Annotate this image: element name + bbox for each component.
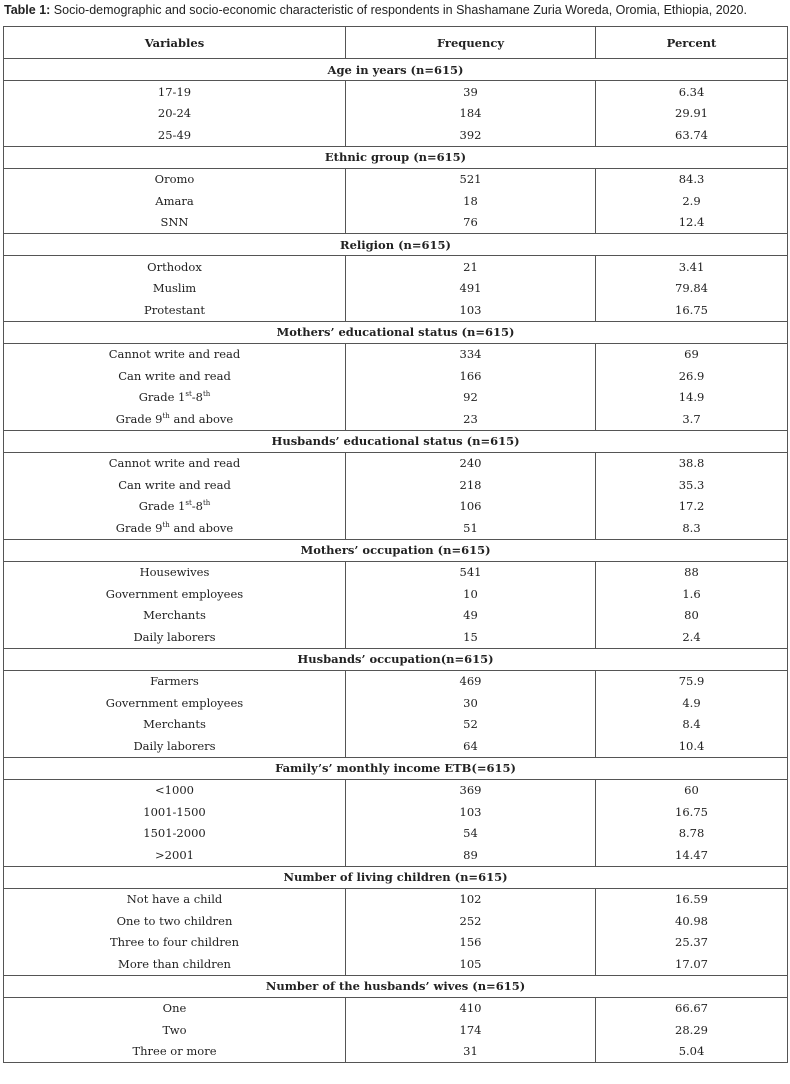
table-row (4, 953, 788, 975)
variable-mid: -8 (191, 499, 203, 514)
frequency-cell: 89 (346, 844, 596, 866)
variable-cell (4, 561, 346, 583)
section-header-row (4, 975, 788, 997)
section-title: Husbands’ occupation(n=615) (4, 648, 788, 670)
variable-cell (4, 932, 346, 954)
percent-cell: 4.9 (596, 692, 788, 714)
frequency-cell: 541 (346, 561, 596, 583)
header-variables: Variables (4, 27, 346, 59)
frequency-cell: 10 (346, 583, 596, 605)
section-header-row (4, 321, 788, 343)
percent-cell: 17.07 (596, 953, 788, 975)
variable-cell (4, 605, 346, 627)
variable-label: 17-19 (157, 84, 192, 99)
table-row (4, 583, 788, 605)
variable-cell (4, 1019, 346, 1041)
variable-cell (4, 953, 346, 975)
frequency-cell: 51 (346, 517, 596, 539)
percent-cell: 75.9 (596, 670, 788, 692)
variable-label: Grade 1 (138, 499, 186, 514)
variable-label: Not have a child (126, 892, 223, 907)
variable-label: 25-49 (157, 127, 192, 142)
percent-cell: 5.04 (596, 1041, 788, 1063)
frequency-cell: 103 (346, 801, 596, 823)
variable-cell (4, 365, 346, 387)
variable-sup1: st (185, 499, 192, 508)
percent-cell: 3.41 (596, 256, 788, 278)
table-row (4, 168, 788, 190)
table-row (4, 801, 788, 823)
frequency-cell: 106 (346, 496, 596, 518)
variable-cell (4, 387, 346, 409)
variable-label: Daily laborers (133, 738, 216, 753)
section-title: Number of living children (n=615) (4, 866, 788, 888)
table-row (4, 692, 788, 714)
variable-cell (4, 212, 346, 234)
section-header-row (4, 757, 788, 779)
variable-cell (4, 299, 346, 321)
variable-cell (4, 670, 346, 692)
caption-label: Table 1: (4, 3, 51, 17)
percent-cell: 29.91 (596, 103, 788, 125)
variable-cell (4, 474, 346, 496)
percent-cell: 10.4 (596, 735, 788, 757)
variable-label: Merchants (143, 717, 206, 732)
table-row (4, 932, 788, 954)
percent-cell: 84.3 (596, 168, 788, 190)
section-header-row (4, 234, 788, 256)
percent-cell: 88 (596, 561, 788, 583)
table-row (4, 343, 788, 365)
section-title: Family’s’ monthly income ETB(=615) (4, 757, 788, 779)
table-row (4, 474, 788, 496)
table-row (4, 81, 788, 103)
frequency-cell: 64 (346, 735, 596, 757)
frequency-cell: 54 (346, 823, 596, 845)
table-row (4, 365, 788, 387)
section-header-row (4, 648, 788, 670)
variable-sup1: st (185, 390, 192, 399)
variable-label: One to two children (116, 913, 233, 928)
variable-label: Two (162, 1022, 187, 1037)
variable-cell (4, 190, 346, 212)
table-row (4, 844, 788, 866)
table-row (4, 626, 788, 648)
table-row (4, 278, 788, 300)
variable-cell (4, 168, 346, 190)
percent-cell: 16.59 (596, 888, 788, 910)
percent-cell: 3.7 (596, 408, 788, 430)
section-title: Religion (n=615) (4, 234, 788, 256)
frequency-cell: 334 (346, 343, 596, 365)
variable-label: Oromo (154, 172, 195, 187)
frequency-cell: 92 (346, 387, 596, 409)
section-header-row (4, 146, 788, 168)
variable-cell (4, 910, 346, 932)
percent-cell: 63.74 (596, 124, 788, 146)
frequency-cell: 491 (346, 278, 596, 300)
frequency-cell: 369 (346, 779, 596, 801)
variable-label: Farmers (150, 674, 199, 689)
section-title: Age in years (n=615) (4, 59, 788, 81)
table-row (4, 823, 788, 845)
frequency-cell: 49 (346, 605, 596, 627)
section-title: Husbands’ educational status (n=615) (4, 430, 788, 452)
frequency-cell: 105 (346, 953, 596, 975)
variable-label: Cannot write and read (108, 456, 241, 471)
variable-label: Three to four children (109, 935, 240, 950)
percent-cell: 60 (596, 779, 788, 801)
variable-label: Amara (155, 193, 194, 208)
percent-cell: 40.98 (596, 910, 788, 932)
table-row (4, 714, 788, 736)
percent-cell: 1.6 (596, 583, 788, 605)
frequency-cell: 240 (346, 452, 596, 474)
percent-cell: 26.9 (596, 365, 788, 387)
percent-cell: 2.4 (596, 626, 788, 648)
variable-cell (4, 888, 346, 910)
variable-cell (4, 844, 346, 866)
variable-mid: and above (169, 411, 234, 426)
section-header-row (4, 59, 788, 81)
variable-label: Can write and read (118, 368, 231, 383)
frequency-cell: 15 (346, 626, 596, 648)
table-row (4, 299, 788, 321)
percent-cell: 80 (596, 605, 788, 627)
variable-label: SNN (160, 215, 189, 230)
percent-cell: 12.4 (596, 212, 788, 234)
variable-label: 1001-1500 (143, 804, 206, 819)
variable-cell (4, 626, 346, 648)
variable-cell (4, 256, 346, 278)
frequency-cell: 52 (346, 714, 596, 736)
variable-cell (4, 997, 346, 1019)
table-row (4, 190, 788, 212)
frequency-cell: 174 (346, 1019, 596, 1041)
variable-label: Grade 1 (138, 390, 186, 405)
percent-cell: 79.84 (596, 278, 788, 300)
section-header-row (4, 430, 788, 452)
table-row (4, 517, 788, 539)
variable-label: Protestant (144, 302, 205, 317)
table-body (4, 59, 788, 1063)
variable-cell (4, 779, 346, 801)
variable-label: 1501-2000 (143, 826, 206, 841)
section-header-row (4, 866, 788, 888)
table-row (4, 779, 788, 801)
caption-text: Socio-demographic and socio-economic characteristic of respondents in Shashamane Zuria Woreda, Oromia, Ethiopia, 2020. (50, 3, 747, 17)
variable-cell (4, 496, 346, 518)
variable-label: Government employees (105, 586, 244, 601)
variable-cell (4, 517, 346, 539)
table-row (4, 1019, 788, 1041)
frequency-cell: 102 (346, 888, 596, 910)
variable-cell (4, 103, 346, 125)
percent-cell: 17.2 (596, 496, 788, 518)
table-row (4, 212, 788, 234)
variable-cell (4, 452, 346, 474)
variable-label: One (162, 1001, 187, 1016)
variable-cell (4, 801, 346, 823)
variable-label: Daily laborers (133, 629, 216, 644)
frequency-cell: 392 (346, 124, 596, 146)
section-title: Ethnic group (n=615) (4, 146, 788, 168)
variable-cell (4, 278, 346, 300)
frequency-cell: 252 (346, 910, 596, 932)
variable-cell (4, 343, 346, 365)
table-row (4, 452, 788, 474)
header-row (4, 27, 788, 59)
variable-label: Grade 9 (115, 411, 163, 426)
variable-sup1: th (162, 520, 170, 529)
percent-cell: 28.29 (596, 1019, 788, 1041)
variable-cell (4, 124, 346, 146)
section-title: Mothers’ occupation (n=615) (4, 539, 788, 561)
frequency-cell: 30 (346, 692, 596, 714)
table-row (4, 387, 788, 409)
percent-cell: 16.75 (596, 801, 788, 823)
frequency-cell: 166 (346, 365, 596, 387)
frequency-cell: 23 (346, 408, 596, 430)
table-caption (4, 0, 747, 22)
frequency-cell: 218 (346, 474, 596, 496)
percent-cell: 69 (596, 343, 788, 365)
section-title: Mothers’ educational status (n=615) (4, 321, 788, 343)
header-frequency: Frequency (346, 27, 596, 59)
percent-cell: 6.34 (596, 81, 788, 103)
variable-cell (4, 81, 346, 103)
variable-sup2: th (202, 390, 211, 399)
frequency-cell: 31 (346, 1041, 596, 1063)
frequency-cell: 18 (346, 190, 596, 212)
variable-cell (4, 735, 346, 757)
frequency-cell: 410 (346, 997, 596, 1019)
section-title: Number of the husbands’ wives (n=615) (4, 975, 788, 997)
table-row (4, 124, 788, 146)
header-percent: Percent (596, 27, 788, 59)
variable-cell (4, 408, 346, 430)
variable-label: 20-24 (157, 106, 192, 121)
variable-cell (4, 1041, 346, 1063)
table-row (4, 561, 788, 583)
variable-label: Merchants (143, 608, 206, 623)
variable-mid: -8 (191, 390, 203, 405)
variable-label: Housewives (139, 565, 210, 580)
variable-cell (4, 583, 346, 605)
table-row (4, 735, 788, 757)
variable-cell (4, 714, 346, 736)
table-row (4, 1041, 788, 1063)
frequency-cell: 469 (346, 670, 596, 692)
percent-cell: 38.8 (596, 452, 788, 474)
variable-cell (4, 692, 346, 714)
frequency-cell: 184 (346, 103, 596, 125)
variable-label: Three or more (132, 1044, 217, 1059)
frequency-cell: 521 (346, 168, 596, 190)
percent-cell: 66.67 (596, 997, 788, 1019)
table-row (4, 888, 788, 910)
table-row (4, 256, 788, 278)
table-row (4, 670, 788, 692)
percent-cell: 8.78 (596, 823, 788, 845)
variable-cell (4, 823, 346, 845)
percent-cell: 35.3 (596, 474, 788, 496)
variable-mid: and above (169, 520, 234, 535)
table-row (4, 103, 788, 125)
percent-cell: 2.9 (596, 190, 788, 212)
percent-cell: 8.4 (596, 714, 788, 736)
variable-label: <1000 (155, 783, 194, 798)
frequency-cell: 103 (346, 299, 596, 321)
percent-cell: 16.75 (596, 299, 788, 321)
frequency-cell: 39 (346, 81, 596, 103)
percent-cell: 14.9 (596, 387, 788, 409)
table-row (4, 997, 788, 1019)
percent-cell: 25.37 (596, 932, 788, 954)
variable-sup2: th (202, 499, 211, 508)
variable-label: Orthodox (147, 259, 202, 274)
table-row (4, 408, 788, 430)
section-header-row (4, 539, 788, 561)
frequency-cell: 21 (346, 256, 596, 278)
variable-label: Government employees (105, 695, 244, 710)
variable-label: Grade 9 (115, 520, 163, 535)
frequency-cell: 156 (346, 932, 596, 954)
variable-label: Cannot write and read (108, 347, 241, 362)
variable-label: More than children (118, 956, 231, 971)
table-row (4, 605, 788, 627)
table-row (4, 496, 788, 518)
percent-cell: 14.47 (596, 844, 788, 866)
percent-cell: 8.3 (596, 517, 788, 539)
variable-sup1: th (162, 411, 170, 420)
variable-label: Can write and read (118, 477, 231, 492)
variable-label: Muslim (152, 281, 197, 296)
variable-label: >2001 (155, 847, 194, 862)
frequency-cell: 76 (346, 212, 596, 234)
data-table (3, 26, 788, 1063)
table-header (4, 27, 788, 59)
table-row (4, 910, 788, 932)
